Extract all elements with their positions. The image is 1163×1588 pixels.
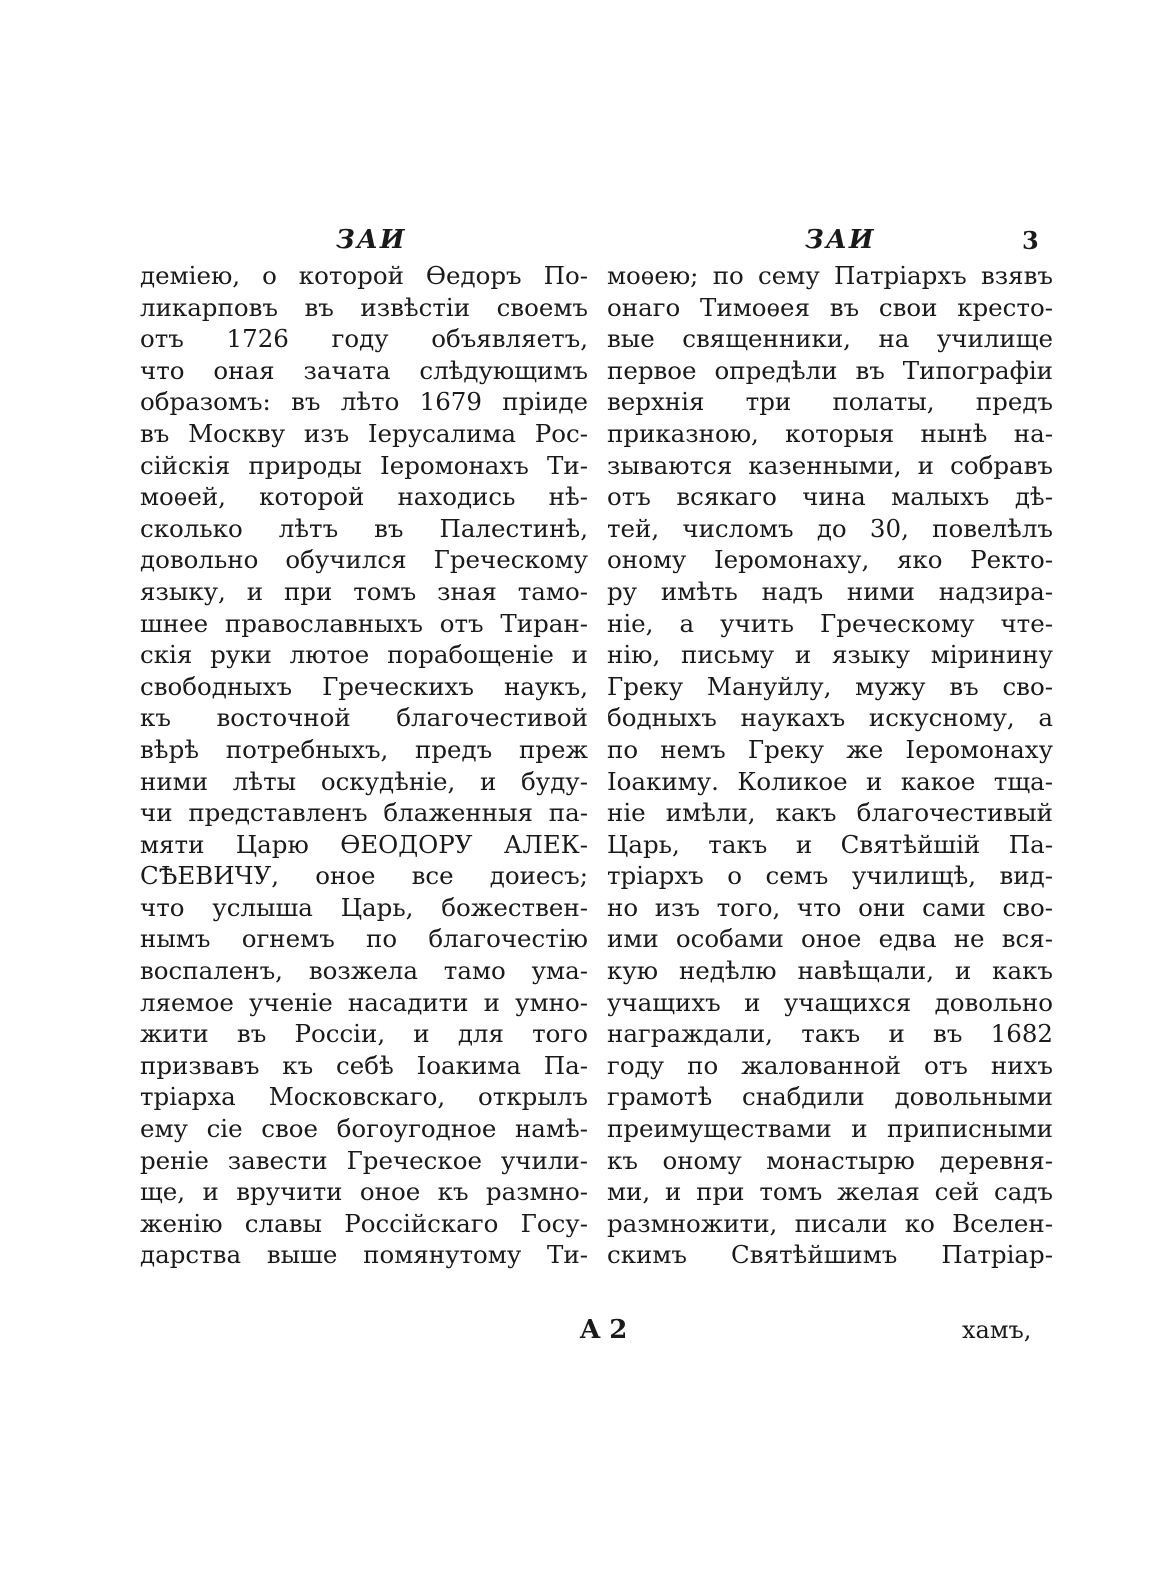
text-line: воспаленъ, возжела тамо ума-	[140, 956, 588, 986]
text-line: довольно обучился Греческому	[140, 545, 588, 575]
text-line: преимуществами и приписными	[607, 1114, 1053, 1144]
text-line: языку, и при томъ зная тамо-	[140, 576, 588, 606]
text-line: ликарповъ въ извѣстіи своемъ	[140, 292, 588, 322]
text-line: грамотѣ снабдили довольными	[607, 1082, 1053, 1112]
text-line: скія руки лютое порабощеніе и	[140, 640, 588, 670]
text-line: что услыша Царь, божествен-	[140, 892, 588, 922]
text-line: кую недѣлю навѣщали, и какъ	[607, 956, 1053, 986]
text-line: къ восточной благочестивой	[140, 703, 588, 733]
text-line: мяти Царю ѲЕОДОРУ АЛЕК-	[140, 829, 588, 859]
text-line: учащихъ и учащихся довольно	[607, 987, 1053, 1017]
text-line: тріарха Московскаго, открылъ	[140, 1082, 588, 1112]
text-line: шнее православныхъ отъ Тиран-	[140, 608, 588, 638]
running-head-left: ЗАИ	[336, 225, 407, 255]
text-line: ми, и при томъ желая сей садъ	[607, 1177, 1053, 1207]
text-column-right	[607, 260, 1053, 1271]
text-line: деміею, о которой Ѳедоръ По-	[140, 261, 588, 290]
signature-mark: A 2	[580, 1315, 628, 1345]
text-line: ими особами оное едва не вся-	[607, 924, 1053, 954]
text-line: приказною, которыя нынѣ на-	[607, 418, 1053, 448]
text-line: скимъ Святѣйшимъ Патріар-	[607, 1240, 1053, 1270]
text-line: тей, числомъ до 30, повелѣлъ	[607, 513, 1053, 543]
text-line: что оная зачата слѣдующимъ	[140, 355, 588, 385]
text-line: жити въ Россіи, и для того	[140, 1019, 588, 1049]
text-line: ру имѣть надъ ними надзира-	[607, 576, 1053, 606]
text-line: первое опредѣли въ Типографіи	[607, 355, 1053, 385]
text-line: по немъ Греку же Іеромонаху	[607, 734, 1053, 764]
text-line: вѣрѣ потребныхъ, предъ преж	[140, 734, 588, 764]
text-line: къ оному монастырю деревня-	[607, 1145, 1053, 1175]
text-line: отъ 1726 году объявляетъ,	[140, 324, 588, 354]
text-line: СѢЕВИЧУ, оное все доиесъ;	[140, 861, 588, 891]
text-line: верхнія три полаты, предъ	[607, 387, 1053, 417]
text-line: дарства выше помянутому Ти-	[140, 1240, 588, 1270]
text-line: бодныхъ наукахъ искусному, а	[607, 703, 1053, 733]
page-number: 3	[1022, 226, 1039, 255]
text-line: онаго Тимоѳея въ свои кресто-	[607, 292, 1053, 322]
text-line: нію, письму и языку міринину	[607, 640, 1053, 670]
text-line: образомъ: въ лѣто 1679 пріиде	[140, 387, 588, 417]
text-line: награждали, такъ и въ 1682	[607, 1019, 1053, 1049]
text-line: чи представленъ блаженныя па-	[140, 798, 588, 828]
text-line: ще, и вручити оное къ размно-	[140, 1177, 588, 1207]
text-line: моѳей, которой находись нѣ-	[140, 482, 588, 512]
text-line: сійскія природы Іеромонахъ Ти-	[140, 450, 588, 480]
text-line: свободныхъ Греческихъ наукъ,	[140, 671, 588, 701]
text-line: моѳею; по сему Патріархъ взявъ	[607, 261, 1053, 290]
text-line: нымъ огнемъ по благочестію	[140, 924, 588, 954]
text-line: ему сіе свое богоугодное намѣ-	[140, 1114, 588, 1144]
text-line: отъ всякаго чина малыхъ дѣ-	[607, 482, 1053, 512]
text-line: реніе завести Греческое учили-	[140, 1145, 588, 1175]
text-line: ніе имѣли, какъ благочестивый	[607, 798, 1053, 828]
catchword: хамъ,	[962, 1316, 1032, 1344]
text-line: размножити, писали ко Вселен-	[607, 1208, 1053, 1238]
text-line: тріархъ о семъ училищѣ, вид-	[607, 861, 1053, 891]
text-line: женію славы Россійскаго Госу-	[140, 1208, 588, 1238]
text-line: Іоакиму. Коликое и какое тща-	[607, 766, 1053, 796]
text-column-left	[140, 260, 588, 1271]
running-head-right: ЗАИ	[805, 225, 876, 255]
text-line: Греку Мануйлу, мужу въ сво-	[607, 671, 1053, 701]
text-line: въ Москву изъ Іерусалима Рос-	[140, 418, 588, 448]
text-line: но изъ того, что они сами сво-	[607, 892, 1053, 922]
text-line: зываются казенными, и собравъ	[607, 450, 1053, 480]
text-line: вые священники, на училище	[607, 324, 1053, 354]
text-line: оному Іеромонаху, яко Ректо-	[607, 545, 1053, 575]
text-line: ляемое ученіе насадити и умно-	[140, 987, 588, 1017]
text-line: призвавъ къ себѣ Іоакима Па-	[140, 1050, 588, 1080]
text-line: сколько лѣтъ въ Палестинѣ,	[140, 513, 588, 543]
text-line: ніе, а учить Греческому чте-	[607, 608, 1053, 638]
text-line: ними лѣты оскудѣніе, и буду-	[140, 766, 588, 796]
text-line: Царь, такъ и Святѣйшій Па-	[607, 829, 1053, 859]
text-line: году по жалованной отъ нихъ	[607, 1050, 1053, 1080]
